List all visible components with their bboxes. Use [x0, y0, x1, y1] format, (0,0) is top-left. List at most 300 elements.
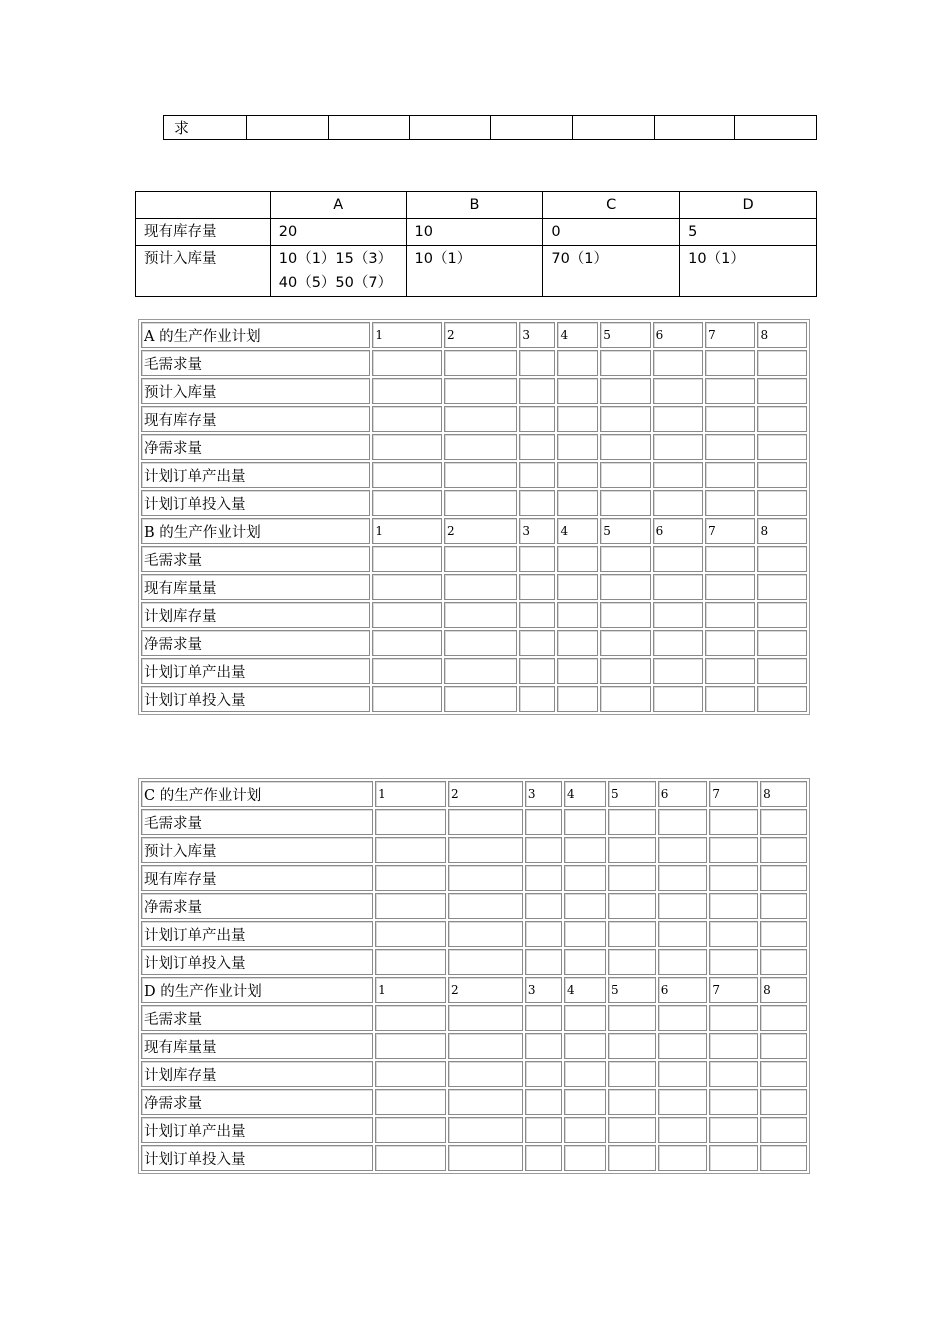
plan-cell: [564, 921, 606, 947]
plan-cell: [564, 1005, 606, 1031]
plan-cell: [658, 1145, 708, 1171]
plan-row-label: 净需求量: [141, 893, 373, 919]
plan-cell: [448, 837, 523, 863]
inventory-info-table: [135, 191, 817, 297]
plan-cell: [519, 574, 555, 600]
table-cell: [410, 116, 491, 140]
plan-row-label: 预计入库量: [141, 378, 370, 404]
requirement-row-table: [163, 115, 817, 140]
plan-cell: [372, 602, 442, 628]
plan-row: [141, 350, 807, 376]
period-header-7: 7: [705, 518, 755, 544]
plan-cell: [760, 1005, 807, 1031]
plan-row: [141, 809, 807, 835]
plan-cell: [653, 658, 703, 684]
plan-cell: [375, 1061, 446, 1087]
plan-cell: [444, 434, 517, 460]
plan-cell: [519, 630, 555, 656]
plan-row: [141, 1089, 807, 1115]
period-header-7: 7: [705, 322, 755, 348]
period-header-7: 7: [709, 977, 758, 1003]
plan-cell: [444, 490, 517, 516]
plan-title: C 的生产作业计划: [141, 781, 373, 807]
plan-cell: [600, 574, 650, 600]
period-header-5: 5: [600, 518, 650, 544]
plan-cell: [448, 809, 523, 835]
table-cell: 10（1）: [680, 246, 817, 297]
plan-cell: [760, 1089, 807, 1115]
plan-row-label: 计划订单投入量: [141, 490, 370, 516]
plan-cell: [525, 1117, 562, 1143]
row-label: 预计入库量: [136, 246, 271, 297]
plan-title-row: [141, 322, 807, 348]
plan-cell: [658, 1117, 708, 1143]
plan-cell: [653, 574, 703, 600]
plan-cell: [375, 1033, 446, 1059]
plan-row: [141, 1117, 807, 1143]
plan-cell: [608, 1061, 656, 1087]
plan-row-label: 计划库存量: [141, 1061, 373, 1087]
plan-row: [141, 865, 807, 891]
cell-line: 40（5）50（7）: [278, 275, 393, 291]
plan-cell: [658, 1089, 708, 1115]
plan-cell: [448, 865, 523, 891]
plan-row: [141, 406, 807, 432]
plan-row-label: 毛需求量: [141, 350, 370, 376]
plan-row: [141, 893, 807, 919]
plan-cell: [557, 602, 598, 628]
plan-row: [141, 378, 807, 404]
plan-row: [141, 686, 807, 712]
plan-row-label: 毛需求量: [141, 1005, 373, 1031]
plan-cell: [519, 658, 555, 684]
plan-cell: [444, 630, 517, 656]
plan-cell: [757, 350, 807, 376]
plan-cell: [564, 1117, 606, 1143]
plan-row-label: 计划订单投入量: [141, 949, 373, 975]
plan-cell: [760, 865, 807, 891]
plan-cell: [525, 865, 562, 891]
plan-cell: [375, 921, 446, 947]
period-header-5: 5: [600, 322, 650, 348]
plan-cell: [519, 490, 555, 516]
period-header-5: 5: [608, 781, 656, 807]
plan-cell: [444, 350, 517, 376]
header-cell-a: A: [270, 192, 406, 219]
plan-cell: [653, 490, 703, 516]
plan-cell: [372, 406, 442, 432]
table-row: [136, 219, 817, 246]
plan-cell: [448, 1005, 523, 1031]
table-cell: 20: [270, 219, 406, 246]
period-header-8: 8: [760, 781, 807, 807]
plan-cell: [608, 1145, 656, 1171]
header-cell-empty: [136, 192, 271, 219]
period-header-4: 4: [564, 977, 606, 1003]
plan-cell: [525, 1005, 562, 1031]
plan-cell: [608, 949, 656, 975]
table-cell: [572, 116, 654, 140]
plan-cell: [444, 406, 517, 432]
plan-row: [141, 1005, 807, 1031]
header-cell-d: D: [680, 192, 817, 219]
plan-cell: [564, 1061, 606, 1087]
plan-cell: [448, 949, 523, 975]
period-header-6: 6: [653, 322, 703, 348]
plan-row: [141, 462, 807, 488]
period-header-4: 4: [557, 518, 598, 544]
plan-cell: [525, 921, 562, 947]
plan-cell: [760, 1117, 807, 1143]
plan-cell: [757, 630, 807, 656]
plan-cell: [444, 602, 517, 628]
plan-cell: [519, 350, 555, 376]
plan-cell: [705, 490, 755, 516]
plan-cell: [448, 1061, 523, 1087]
period-header-4: 4: [564, 781, 606, 807]
plan-cell: [757, 658, 807, 684]
plan-row-label: 毛需求量: [141, 809, 373, 835]
plan-cell: [705, 574, 755, 600]
plan-cell: [519, 686, 555, 712]
plan-cell: [375, 893, 446, 919]
plan-cell: [760, 837, 807, 863]
table-cell: [247, 116, 329, 140]
plan-cell: [372, 490, 442, 516]
plan-cell: [564, 893, 606, 919]
plan-cell: [448, 1145, 523, 1171]
plan-cell: [557, 658, 598, 684]
plan-cell: [757, 546, 807, 572]
plan-cell: [709, 893, 758, 919]
plan-cell: [519, 546, 555, 572]
period-header-2: 2: [448, 977, 523, 1003]
plan-cell: [760, 809, 807, 835]
plan-cell: [658, 837, 708, 863]
plan-cell: [375, 809, 446, 835]
plan-cell: [519, 406, 555, 432]
period-header-5: 5: [608, 977, 656, 1003]
plan-cell: [658, 1033, 708, 1059]
plan-cell: [372, 630, 442, 656]
period-header-7: 7: [709, 781, 758, 807]
plan-cell: [372, 462, 442, 488]
table-cell: 5: [680, 219, 817, 246]
period-header-3: 3: [519, 518, 555, 544]
plan-cell: [709, 837, 758, 863]
plan-cell: [757, 462, 807, 488]
plan-row: [141, 602, 807, 628]
plan-cell: [705, 350, 755, 376]
period-header-8: 8: [757, 518, 807, 544]
plan-cell: [709, 1005, 758, 1031]
plan-cell: [564, 1145, 606, 1171]
plan-row-label: 净需求量: [141, 1089, 373, 1115]
plan-cell: [557, 686, 598, 712]
plan-cell: [709, 865, 758, 891]
plan-cell: [760, 1145, 807, 1171]
plan-cell: [525, 1061, 562, 1087]
plan-title-row: [141, 518, 807, 544]
plan-cell: [705, 462, 755, 488]
plan-cell: [658, 809, 708, 835]
plan-title: D 的生产作业计划: [141, 977, 373, 1003]
plan-cell: [705, 602, 755, 628]
plan-cell: [375, 1145, 446, 1171]
plan-cell: [760, 1061, 807, 1087]
plan-cell: [653, 630, 703, 656]
plan-row-label: 现有库量量: [141, 574, 370, 600]
plan-title: B 的生产作业计划: [141, 518, 370, 544]
plan-cell: [658, 893, 708, 919]
header-cell-c: C: [543, 192, 680, 219]
plan-cell: [757, 490, 807, 516]
plan-row-label: 计划订单投入量: [141, 1145, 373, 1171]
table-cell: [270, 246, 406, 297]
plan-title-row: [141, 977, 807, 1003]
plan-cell: [600, 490, 650, 516]
plan-cell: [653, 686, 703, 712]
table-header-row: [136, 192, 817, 219]
table-row: [136, 246, 817, 297]
plan-row-label: 净需求量: [141, 630, 370, 656]
production-plan-table-cd: [138, 778, 810, 1174]
plan-cell: [444, 378, 517, 404]
header-cell-b: B: [406, 192, 543, 219]
plan-cell: [658, 1061, 708, 1087]
plan-cell: [757, 602, 807, 628]
plan-cell: [653, 434, 703, 460]
plan-row: [141, 630, 807, 656]
period-header-2: 2: [448, 781, 523, 807]
period-header-6: 6: [653, 518, 703, 544]
cell-line: 10（1）15（3）: [278, 251, 393, 267]
plan-row-label: 计划订单产出量: [141, 658, 370, 684]
plan-cell: [653, 378, 703, 404]
plan-cell: [709, 809, 758, 835]
row-label: 现有库存量: [136, 219, 271, 246]
plan-cell: [757, 378, 807, 404]
period-header-6: 6: [658, 781, 708, 807]
plan-cell: [557, 490, 598, 516]
plan-cell: [705, 630, 755, 656]
plan-cell: [653, 462, 703, 488]
plan-cell: [564, 837, 606, 863]
plan-row: [141, 434, 807, 460]
plan-cell: [525, 949, 562, 975]
plan-cell: [448, 1033, 523, 1059]
plan-cell: [564, 865, 606, 891]
plan-cell: [375, 1005, 446, 1031]
plan-cell: [705, 546, 755, 572]
plan-row: [141, 574, 807, 600]
plan-cell: [600, 658, 650, 684]
plan-cell: [653, 350, 703, 376]
plan-row-label: 计划订单投入量: [141, 686, 370, 712]
plan-row-label: 毛需求量: [141, 546, 370, 572]
plan-cell: [444, 546, 517, 572]
plan-cell: [608, 809, 656, 835]
plan-cell: [372, 434, 442, 460]
period-header-3: 3: [525, 977, 562, 1003]
plan-cell: [557, 574, 598, 600]
plan-cell: [608, 1005, 656, 1031]
period-header-3: 3: [525, 781, 562, 807]
plan-cell: [709, 1089, 758, 1115]
plan-cell: [760, 949, 807, 975]
plan-cell: [557, 378, 598, 404]
plan-cell: [557, 406, 598, 432]
plan-cell: [709, 949, 758, 975]
plan-cell: [564, 809, 606, 835]
plan-row-label: 净需求量: [141, 434, 370, 460]
plan-cell: [519, 378, 555, 404]
plan-cell: [760, 921, 807, 947]
period-header-1: 1: [372, 322, 442, 348]
plan-row-label: 现有库存量: [141, 406, 370, 432]
plan-cell: [525, 809, 562, 835]
period-header-2: 2: [444, 518, 517, 544]
plan-cell: [760, 1033, 807, 1059]
plan-cell: [600, 686, 650, 712]
plan-cell: [444, 462, 517, 488]
plan-cell: [519, 434, 555, 460]
plan-cell: [448, 893, 523, 919]
plan-row: [141, 546, 807, 572]
plan-cell: [444, 686, 517, 712]
plan-row-label: 现有库存量: [141, 865, 373, 891]
plan-row-label: 计划订单产出量: [141, 921, 373, 947]
plan-row-label: 计划订单产出量: [141, 462, 370, 488]
plan-cell: [653, 546, 703, 572]
plan-cell: [444, 658, 517, 684]
plan-cell: [608, 921, 656, 947]
table-cell-label: 求: [164, 116, 247, 140]
plan-cell: [557, 350, 598, 376]
plan-cell: [608, 865, 656, 891]
plan-row: [141, 921, 807, 947]
plan-row-label: 计划订单产出量: [141, 1117, 373, 1143]
plan-row: [141, 1061, 807, 1087]
table-cell: 10（1）: [406, 246, 543, 297]
period-header-1: 1: [375, 977, 446, 1003]
plan-row-label: 预计入库量: [141, 837, 373, 863]
plan-cell: [705, 658, 755, 684]
plan-cell: [658, 1005, 708, 1031]
plan-cell: [564, 1089, 606, 1115]
plan-cell: [600, 378, 650, 404]
plan-cell: [372, 686, 442, 712]
plan-cell: [600, 602, 650, 628]
plan-cell: [757, 574, 807, 600]
table-cell: [491, 116, 572, 140]
plan-cell: [557, 630, 598, 656]
plan-cell: [757, 406, 807, 432]
table-cell: [654, 116, 734, 140]
period-header-1: 1: [375, 781, 446, 807]
plan-cell: [372, 574, 442, 600]
plan-cell: [564, 1033, 606, 1059]
plan-cell: [658, 949, 708, 975]
plan-cell: [705, 378, 755, 404]
plan-cell: [525, 1089, 562, 1115]
plan-cell: [525, 1033, 562, 1059]
plan-cell: [444, 574, 517, 600]
plan-row: [141, 1033, 807, 1059]
plan-row-label: 现有库量量: [141, 1033, 373, 1059]
plan-cell: [658, 921, 708, 947]
plan-cell: [600, 546, 650, 572]
plan-cell: [557, 462, 598, 488]
plan-cell: [705, 434, 755, 460]
period-header-6: 6: [658, 977, 708, 1003]
plan-cell: [709, 1145, 758, 1171]
plan-title-row: [141, 781, 807, 807]
period-header-4: 4: [557, 322, 598, 348]
plan-cell: [709, 921, 758, 947]
plan-cell: [375, 1089, 446, 1115]
plan-cell: [448, 921, 523, 947]
table-cell: [329, 116, 410, 140]
plan-cell: [564, 949, 606, 975]
plan-cell: [600, 462, 650, 488]
plan-cell: [525, 893, 562, 919]
plan-cell: [658, 865, 708, 891]
plan-cell: [600, 350, 650, 376]
period-header-3: 3: [519, 322, 555, 348]
plan-cell: [608, 1089, 656, 1115]
table-cell: 10: [406, 219, 543, 246]
table-row: [164, 116, 817, 140]
period-header-1: 1: [372, 518, 442, 544]
table-cell: [734, 116, 816, 140]
plan-cell: [525, 837, 562, 863]
plan-cell: [757, 434, 807, 460]
plan-row-label: 计划库存量: [141, 602, 370, 628]
plan-cell: [705, 406, 755, 432]
production-plan-table-ab: [138, 319, 810, 715]
plan-cell: [375, 837, 446, 863]
plan-row: [141, 490, 807, 516]
plan-cell: [608, 1033, 656, 1059]
plan-cell: [375, 949, 446, 975]
plan-cell: [709, 1061, 758, 1087]
plan-cell: [653, 602, 703, 628]
table-cell: 0: [543, 219, 680, 246]
plan-row: [141, 658, 807, 684]
plan-cell: [372, 658, 442, 684]
plan-title: A 的生产作业计划: [141, 322, 370, 348]
plan-cell: [372, 378, 442, 404]
plan-cell: [608, 837, 656, 863]
plan-cell: [600, 406, 650, 432]
plan-cell: [372, 350, 442, 376]
plan-cell: [608, 1117, 656, 1143]
table-cell: 70（1）: [543, 246, 680, 297]
plan-cell: [757, 686, 807, 712]
plan-cell: [525, 1145, 562, 1171]
plan-cell: [760, 893, 807, 919]
plan-cell: [375, 1117, 446, 1143]
plan-cell: [375, 865, 446, 891]
plan-cell: [448, 1117, 523, 1143]
plan-cell: [608, 893, 656, 919]
plan-cell: [519, 602, 555, 628]
plan-cell: [372, 546, 442, 572]
plan-cell: [709, 1117, 758, 1143]
period-header-2: 2: [444, 322, 517, 348]
plan-cell: [705, 686, 755, 712]
